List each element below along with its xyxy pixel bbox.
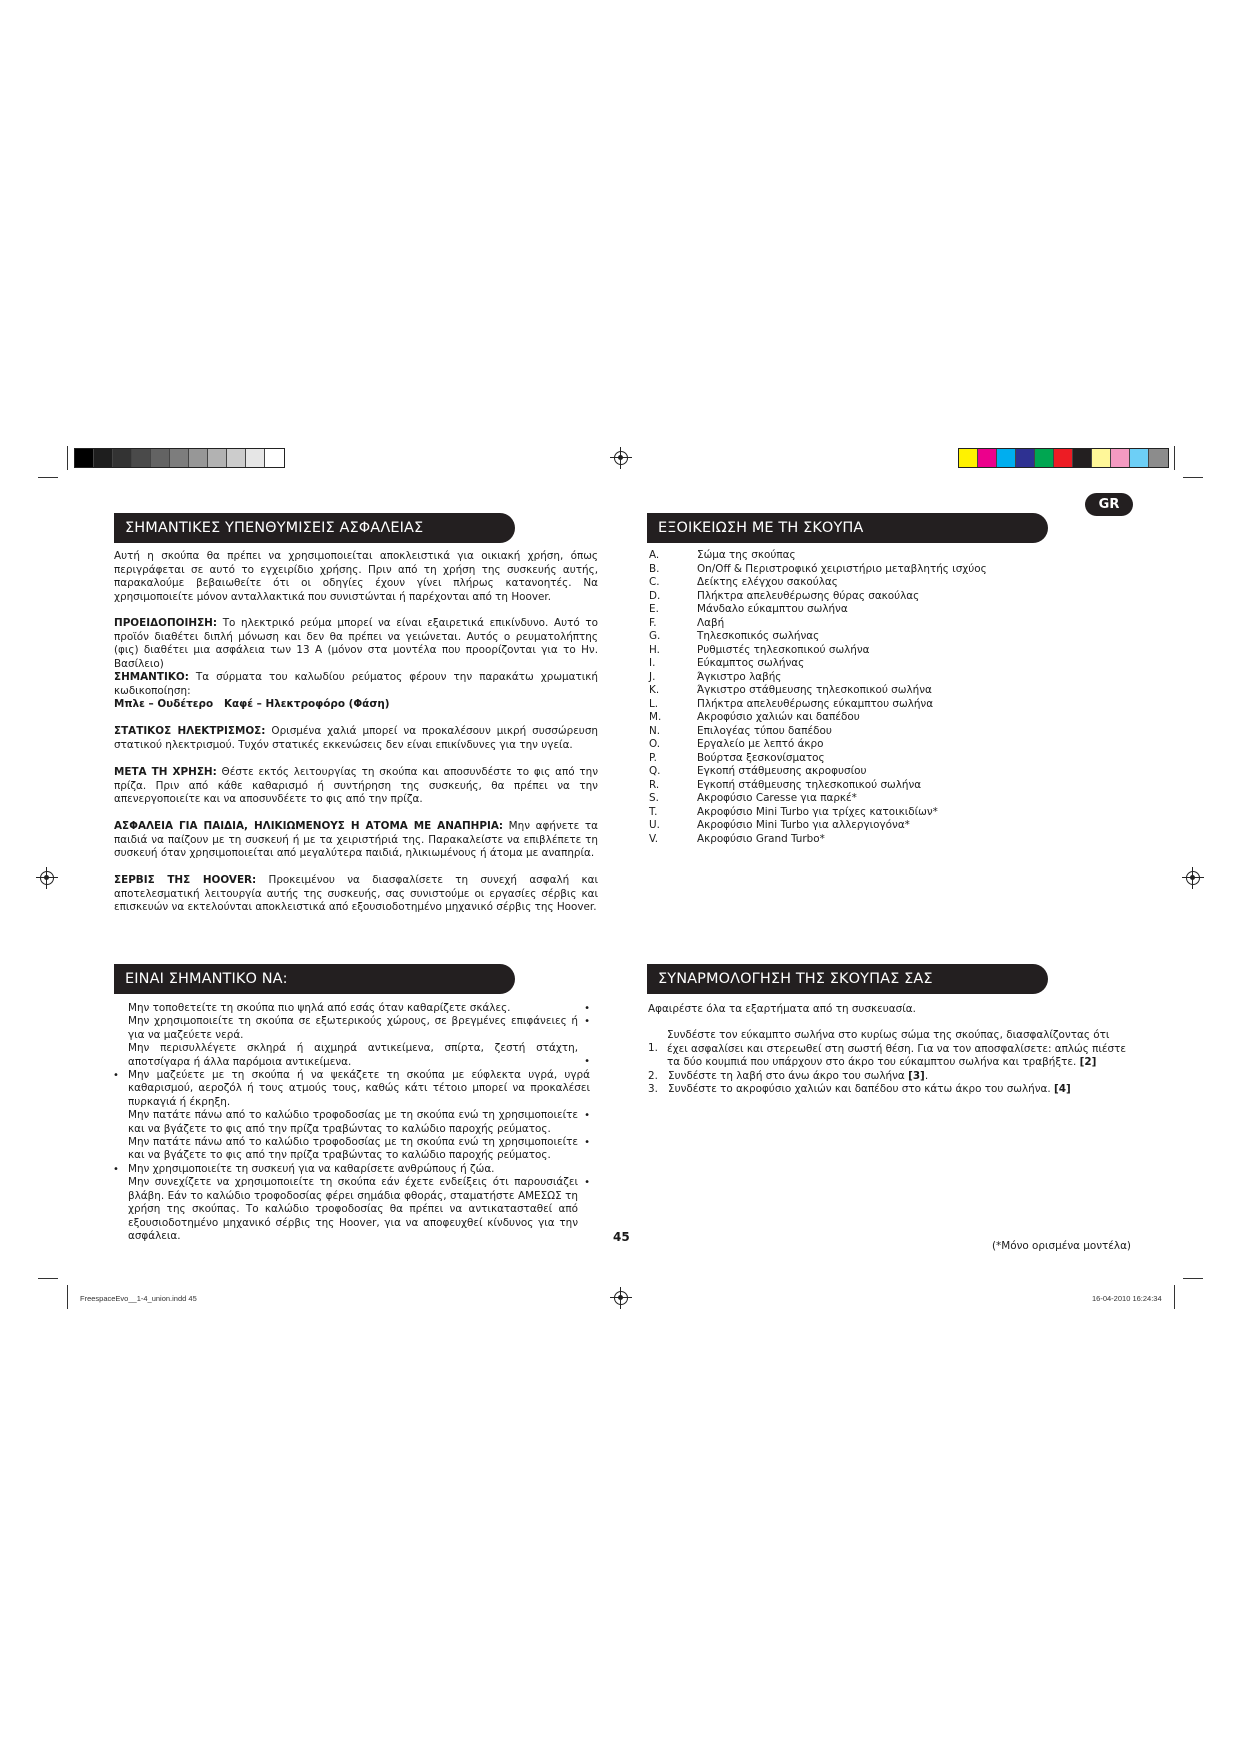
part-name: Εύκαμπτος σωλήνας — [697, 657, 805, 669]
list-item: Μην χρησιμοποιείτε τη συσκευή για να καθαρίσετε ανθρώπους ή ζώα. — [128, 1162, 495, 1175]
part-name: Εγκοπή στάθμευσης ακροφυσίου — [697, 765, 867, 777]
part-name: Ακροφύσιο Caresse για παρκέ* — [697, 792, 857, 804]
part-name: Βούρτσα ξεσκονίσματος — [697, 751, 825, 764]
important-text: Τα σύρματα του καλωδίου ρεύματος φέρουν την παρακάτω χρωματική κωδικοποίηση: — [114, 671, 598, 697]
children-safety-text: Μην αφήνετε τα παιδιά να παίζουν με τη συσκευή ή με τα χειριστήριά της. Παρακαλείστε να επιβλέπετε τη συσκευή όταν χρησιμοποιείται από μεγαλύτερα παιδιά, ηλικιωμένους ή άτομα με αναπηρία. — [114, 820, 599, 860]
part-name: Ακροφύσιο χαλιών και δαπέδου — [697, 711, 860, 723]
color-swatch — [1092, 449, 1111, 467]
children-safety-label: ΑΣΦΑΛΕΙΑ ΓΙΑ ΠΑΙΔΙΑ, ΗΛΙΚΙΩΜΕΝΟΥΣ Η ΑΤΟΜΑ ΜΕ ΑΝΑΠΗΡΙΑ: — [114, 820, 504, 832]
parts-list-item — [649, 698, 1089, 712]
step-text: Συνδέστε τον εύκαμπτο σωλήνα στο κυρίως σώμα της σκούπας, διασφαλίζοντας ότι έχει ασφαλίσει και στερεωθεί στη σωστή θέση. Για να τον αποσφαλίσετε: απλώς πιέστε τα δύο κουμπιά που υπάρχουν στο άκρο του εύκαμπτου σωλήνα και τραβήξτε. — [667, 1029, 1126, 1069]
list-item: Μην πατάτε πάνω από το καλώδιο τροφοδοσίας με τη σκούπα ενώ τη χρησιμοποιείτε και να βγάζετε το φις από την πρίζα τραβώντας το καλώδιο παροχής ρεύματος. — [128, 1136, 578, 1162]
list-item: Μην τοποθετείτε τη σκούπα πιο ψηλά από εσάς όταν καθαρίζετε σκάλες. — [128, 1002, 511, 1014]
bullet-icon: • — [584, 1110, 590, 1122]
bullet-icon: • — [584, 1177, 590, 1189]
registration-mark-icon — [614, 1291, 628, 1305]
parts-list-item — [649, 590, 1089, 604]
gray-swatch — [75, 449, 94, 467]
models-footnote: (*Μόνο ορισμένα μοντέλα) — [992, 1240, 1131, 1252]
static-label: ΣΤΑΤΙΚΟΣ ΗΛΕΚΤΡΙΣΜΟΣ: — [114, 725, 266, 737]
color-swatch — [1073, 449, 1092, 467]
parts-list-item — [649, 684, 1089, 698]
gray-swatch — [94, 449, 113, 467]
assembly-step: 2. Συνδέστε τη λαβή στο άνω άκρο του σωλήνα [3]. — [648, 1069, 929, 1082]
figure-ref: [4] — [1053, 1083, 1071, 1096]
part-name: Εγκοπή στάθμευσης τηλεσκοπικού σωλήνα — [697, 778, 922, 791]
bullet-icon: • — [584, 1056, 590, 1068]
crop-mark — [1174, 1285, 1175, 1309]
part-name: Τηλεσκοπικός σωλήνας — [697, 630, 820, 642]
parts-list-item — [649, 792, 1089, 806]
parts-list-item — [649, 576, 1089, 590]
parts-list-item — [649, 671, 1089, 685]
parts-list-item — [649, 617, 1089, 631]
safety-section-header: ΣΗΜΑΝΤΙΚΕΣ ΥΠΕΝΘΥΜΙΣΕΙΣ ΑΣΦΑΛΕΙΑΣ — [114, 513, 515, 543]
important-to-header: ΕΙΝΑΙ ΣΗΜΑΝΤΙΚΟ ΝΑ: — [114, 964, 515, 994]
after-use-label: ΜΕΤΑ ΤΗ ΧΡΗΣΗ: — [114, 766, 217, 778]
parts-list-item — [649, 603, 1089, 617]
color-swatch — [978, 449, 997, 467]
after-use-paragraph — [114, 766, 598, 807]
grayscale-color-bar — [74, 448, 285, 468]
part-letter: B. — [649, 562, 660, 575]
part-name: Σώμα της σκούπας — [697, 549, 796, 561]
part-name: Ακροφύσιο Mini Turbo για τρίχες κατοικιδίων* — [697, 805, 938, 818]
children-safety-paragraph — [114, 820, 598, 861]
color-swatch — [997, 449, 1016, 467]
part-name: Ρυθμιστές τηλεσκοπικού σωλήνα — [697, 643, 870, 656]
part-name: Μάνδαλο εύκαμπτου σωλήνα — [697, 603, 848, 615]
registration-mark-icon — [1186, 871, 1200, 885]
color-swatch — [1130, 449, 1149, 467]
part-name: Άγκιστρο λαβής — [697, 670, 782, 683]
color-swatch — [1054, 449, 1073, 467]
part-letter: K. — [649, 684, 660, 696]
step-number: 2. — [648, 1069, 658, 1082]
parts-list-item — [649, 711, 1089, 725]
part-letter: H. — [649, 643, 660, 656]
color-swatch — [1111, 449, 1130, 467]
parts-list-item — [649, 630, 1089, 644]
wire-colors: Μπλε – Ουδέτερο Καφέ – Ηλεκτροφόρο (Φάση) — [114, 698, 390, 711]
important-label: ΣΗΜΑΝΤΙΚΟ: — [114, 671, 189, 683]
part-letter: C. — [649, 576, 660, 588]
gray-swatch — [151, 449, 170, 467]
parts-list-item — [649, 752, 1089, 766]
step-text: Συνδέστε τη λαβή στο άνω άκρο του σωλήνα — [668, 1069, 909, 1082]
part-letter: I. — [649, 657, 656, 669]
warning-paragraph — [114, 617, 598, 671]
list-item: Μην πατάτε πάνω από το καλώδιο τροφοδοσίας με τη σκούπα ενώ τη χρησιμοποιείτε και να βγάζετε το φις από την πρίζα τραβώντας το καλώδιο παροχής ρεύματος. — [128, 1109, 578, 1135]
static-paragraph — [114, 725, 598, 752]
step-number: 1. — [648, 1042, 658, 1055]
part-letter: T. — [649, 805, 658, 818]
registration-mark-icon — [40, 871, 54, 885]
crop-mark — [38, 1278, 58, 1279]
list-item: Μην περισυλλέγετε σκληρά ή αιχμηρά αντικείμενα, σπίρτα, ζεστή στάχτη, αποτσίγαρα ή άλλα παρόμοια αντικείμενα. — [128, 1042, 578, 1068]
hoover-service-text: Προκειμένου να διασφαλίσετε τη συνεχή ασφαλή και αποτελεσματική λειτουργία αυτής της συσκευής, σας συνιστούμε οι εργασίες σέρβις και επισκευών να εκτελούνται αποκλειστικά από εξουσιοδοτημένο μηχανικό σέρβις της Hoover. — [114, 874, 598, 914]
gray-swatch — [208, 449, 227, 467]
parts-list-item — [649, 806, 1089, 820]
part-letter: U. — [649, 819, 660, 831]
figure-ref: [3] — [908, 1069, 925, 1082]
after-use-text: Θέστε εκτός λειτουργίας τη σκούπα και αποσυνδέστε το φις από την πρίζα. Πριν από κάθε καθαρισμό ή συντήρηση της συσκευής, θα πρέπει να την απενεργοποιείτε και να αποσυνδέετε το φις από την πρίζα. — [114, 766, 598, 806]
language-badge: GR — [1085, 493, 1133, 516]
part-letter: Q. — [649, 765, 661, 777]
parts-list-item — [649, 644, 1089, 658]
assembly-intro: Αφαιρέστε όλα τα εξαρτήματα από τη συσκευασία. — [648, 1003, 916, 1015]
gray-swatch — [189, 449, 208, 467]
crop-mark — [1183, 477, 1203, 478]
part-name: Ακροφύσιο Grand Turbo* — [697, 832, 825, 845]
part-letter: D. — [649, 589, 661, 602]
bullet-icon: • — [584, 1137, 590, 1149]
part-name: Πλήκτρα απελευθέρωσης θύρας σακούλας — [697, 589, 920, 602]
list-item: Μην μαζεύετε με τη σκούπα ή να ψεκάζετε τη σκούπα με εύφλεκτα υγρά, υγρά καθαρισμού, αεροζόλ ή τους ατμούς τους, καθώς κάτι τέτοιο μπορεί να προκαλέσει πυρκαγιά ή έκρηξη. — [128, 1069, 590, 1108]
step-text: Συνδέστε το ακροφύσιο χαλιών και δαπέδου στο κάτω άκρο του σωλήνα. — [668, 1083, 1054, 1096]
familiarisation-section-header: ΕΞΟΙΚΕΙΩΣΗ ΜΕ ΤΗ ΣΚΟΥΠΑ — [647, 513, 1048, 543]
part-letter: O. — [649, 738, 661, 750]
warning-label: ΠΡΟΕΙΔΟΠΟΙΗΣΗ: — [114, 617, 218, 629]
figure-ref: [2] — [1079, 1056, 1097, 1069]
important-to-list — [113, 1002, 590, 1243]
color-swatch — [1149, 449, 1168, 467]
crop-mark — [1183, 1278, 1203, 1279]
gray-swatch — [113, 449, 132, 467]
parts-list-item — [649, 819, 1089, 833]
bullet-icon: • — [584, 1016, 590, 1028]
file-slug: FreespaceEvo__1-4_union.indd 45 — [80, 1294, 197, 1303]
color-swatch — [959, 449, 978, 467]
hoover-service-label: ΣΕΡΒΙΣ ΤΗΣ HOOVER: — [114, 874, 257, 886]
parts-list-item — [649, 779, 1089, 793]
gray-swatch — [227, 449, 246, 467]
bullet-icon: • — [113, 1070, 119, 1082]
gray-swatch — [265, 449, 284, 467]
gray-swatch — [170, 449, 189, 467]
color-swatch — [1016, 449, 1035, 467]
part-letter: A. — [649, 549, 660, 561]
registration-mark-icon — [614, 451, 628, 465]
date-slug: 16-04-2010 16:24:34 — [1092, 1294, 1162, 1303]
list-item: Μην χρησιμοποιείτε τη σκούπα σε εξωτερικούς χώρους, σε βρεγμένες επιφάνειες ή για να μαζεύετε νερά. — [128, 1015, 578, 1041]
important-paragraph — [114, 671, 598, 712]
parts-list-item — [649, 725, 1089, 739]
parts-list-item — [649, 765, 1089, 779]
safety-intro: Αυτή η σκούπα θα πρέπει να χρησιμοποιείται αποκλειστικά για οικιακή χρήση, όπως περιγράφεται σε αυτό το εγχειρίδιο χρήσης. Πριν από τη χρήση της συσκευής αυτής, παρακαλούμε βεβαιωθείτε ότι οι οδηγίες έχουν γίνει πλήρως κατανοητές. Να χρησιμοποιείτε μόνον ανταλλακτικά που συνιστώνται ή παρέχονται από τη Hoover. — [114, 550, 598, 603]
part-letter: N. — [649, 724, 661, 737]
part-name: Δείκτης ελέγχου σακούλας — [697, 576, 838, 588]
parts-list-item — [649, 563, 1089, 577]
parts-list-item — [649, 657, 1089, 671]
crop-mark — [1174, 446, 1175, 470]
part-name: Λαβή — [697, 616, 725, 629]
crop-mark — [38, 477, 58, 478]
part-name: Ακροφύσιο Mini Turbo για αλλεργιογόνα* — [697, 819, 910, 831]
color-swatch — [1035, 449, 1054, 467]
part-name: On/Off & Περιστροφικό χειριστήριο μεταβλητής ισχύος — [697, 562, 987, 575]
part-letter: G. — [649, 630, 661, 642]
part-name: Πλήκτρα απελευθέρωσης εύκαμπτου σωλήνα — [697, 697, 934, 710]
part-letter: L. — [649, 697, 659, 710]
part-letter: F. — [649, 616, 657, 629]
parts-list-item — [649, 833, 1089, 847]
hoover-service-paragraph — [114, 874, 598, 915]
part-letter: E. — [649, 603, 659, 615]
assembly-step — [648, 1029, 1128, 1069]
part-letter: S. — [649, 792, 659, 804]
assembly-section-header: ΣΥΝΑΡΜΟΛΟΓΗΣΗ ΤΗΣ ΣΚΟΥΠΑΣ ΣΑΣ — [647, 964, 1048, 994]
parts-list-item — [649, 549, 1089, 563]
assembly-step — [648, 1083, 1128, 1096]
part-letter: M. — [649, 711, 662, 723]
gray-swatch — [246, 449, 265, 467]
crop-mark — [67, 446, 68, 470]
part-name: Εργαλείο με λεπτό άκρο — [697, 738, 824, 750]
part-letter: J. — [649, 670, 656, 683]
bullet-icon: • — [113, 1163, 119, 1175]
part-name: Άγκιστρο στάθμευσης τηλεσκοπικού σωλήνα — [697, 684, 932, 696]
parts-list-item — [649, 738, 1089, 752]
step-number: 3. — [648, 1083, 658, 1096]
warning-text: Το ηλεκτρικό ρεύμα μπορεί να είναι εξαιρετικά επικίνδυνο. Αυτό το προϊόν διαθέτει διπλή μόνωση και δεν θα πρέπει να γειώνεται. Αυτός ο ρευματολήπτης (φις) διαθέτει μια ασφάλεια των 13 A (μόνον στα μοντέλα που προορίζονται για το Ην. Βασίλειο) — [114, 617, 598, 670]
assembly-instructions — [648, 1003, 1128, 1096]
page-number: 45 — [613, 1230, 630, 1244]
gray-swatch — [132, 449, 151, 467]
parts-list — [649, 549, 1089, 846]
crop-mark — [67, 1285, 68, 1309]
part-letter: V. — [649, 832, 659, 845]
list-item: Μην συνεχίζετε να χρησιμοποιείτε τη σκούπα εάν έχετε ενδείξεις ότι παρουσιάζει βλάβη. Εάν το καλώδιο τροφοδοσίας φέρει σημάδια φθοράς, σταματήστε ΑΜΕΣΩΣ τη χρήση της σκούπας. Το καλώδιο τροφοδοσίας θα πρέπει να αντικατασταθεί από εξουσιοδοτημένο μηχανικό σέρβις της Hoover, για να αποφευχθεί κίνδυνος για την ασφάλεια. — [128, 1176, 578, 1242]
part-letter: P. — [649, 751, 657, 764]
process-color-bar — [958, 448, 1169, 468]
part-name: Επιλογέας τύπου δαπέδου — [697, 724, 832, 737]
part-letter: R. — [649, 778, 660, 791]
static-text: Ορισμένα χαλιά μπορεί να προκαλέσουν μικρή συσσώρευση στατικού ηλεκτρισμού. Τυχόν στατικές εκκενώσεις δεν είναι επικίνδυνες για την υγεία. — [114, 725, 598, 751]
bullet-icon: • — [584, 1003, 590, 1014]
